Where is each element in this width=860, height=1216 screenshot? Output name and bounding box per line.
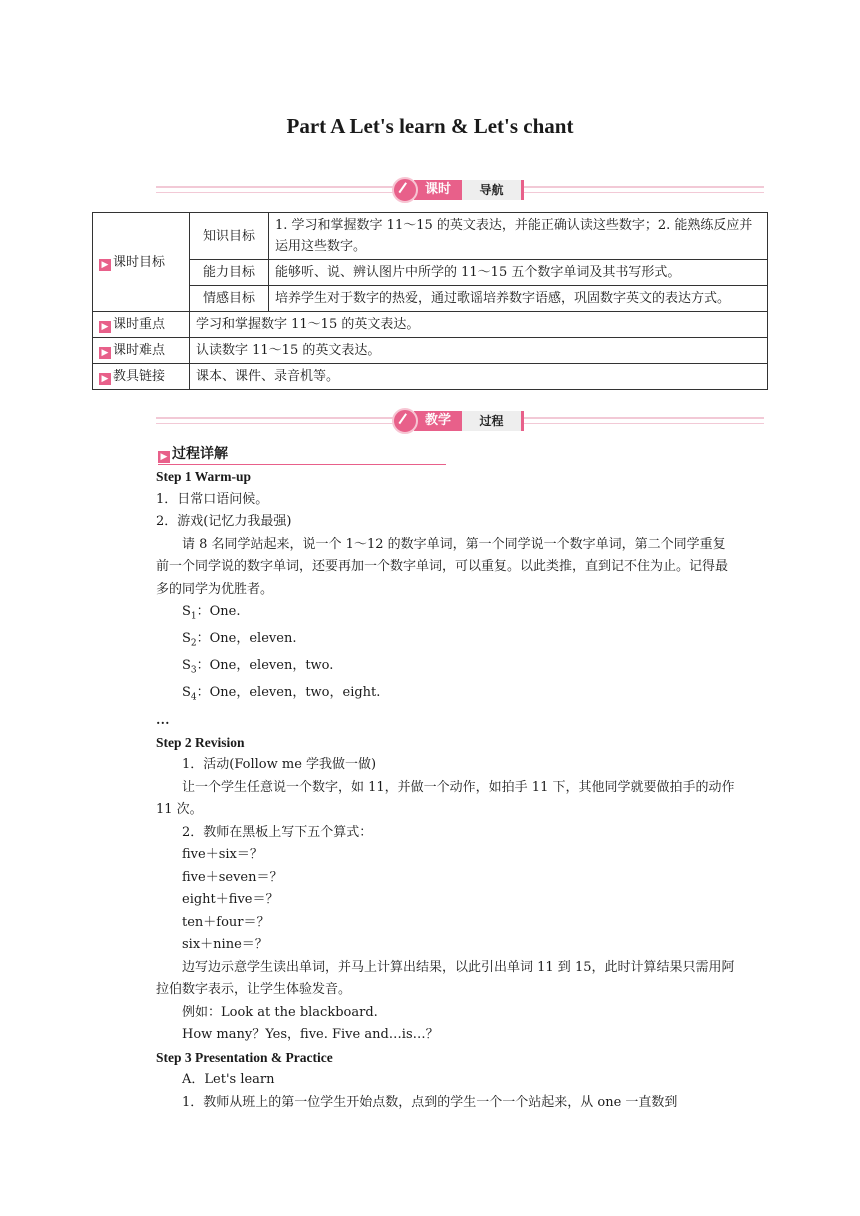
key-point-text: 学习和掌握数字 11～15 的英文表达。 xyxy=(190,312,768,338)
process-banner xyxy=(156,406,764,436)
nav-banner xyxy=(156,175,764,205)
equation: ten＋four＝？ xyxy=(182,914,270,930)
banner-label-secondary: 导航 xyxy=(462,180,524,200)
goal-group-cell: ▶ 课时目标 xyxy=(93,213,190,312)
materials-text: 课本、课件、录音机等。 xyxy=(190,364,768,390)
banner-label-primary: 教学 xyxy=(414,411,462,431)
paragraph: 边写边示意学生读出单词，并马上计算出结果，以此引出单词 11 到 15，此时计算结果只需用阿拉伯数字表示，让学生体验发音。 xyxy=(156,959,735,998)
materials-label: ▶ 教具链接 xyxy=(93,364,190,390)
equation: six＋nine＝？ xyxy=(182,937,268,953)
row-text: 培养学生对于数字的热爱，通过歌谣培养数字语感，巩固数字英文的表达方式。 xyxy=(269,286,768,312)
arrow-icon: ▶ xyxy=(99,373,111,385)
banner-label-secondary: 过程 xyxy=(462,411,524,431)
dialogue-line: $S_2$：One，eleven. xyxy=(182,631,297,649)
arrow-icon: ▶ xyxy=(99,321,111,333)
equation: five＋six＝？ xyxy=(182,847,263,863)
dialogue-line: $S_1$：One. xyxy=(182,604,241,622)
arrow-icon: ▶ xyxy=(158,451,170,463)
difficulty-text: 认读数字 11～15 的英文表达。 xyxy=(190,338,768,364)
key-point-label: ▶ 课时重点 xyxy=(93,312,190,338)
lesson-goals-table xyxy=(92,212,768,390)
equation: five＋seven＝？ xyxy=(182,869,283,885)
row-label: 知识目标 xyxy=(190,213,269,260)
arrow-icon: ▶ xyxy=(99,259,111,271)
pencil-icon xyxy=(392,408,418,434)
row-label: 情感目标 xyxy=(190,286,269,312)
dialogue-line: $S_4$：One，eleven，two，eight. xyxy=(182,685,381,703)
compass-icon xyxy=(392,177,418,203)
step-heading: Step 1 Warm-up xyxy=(156,469,252,484)
row-label: 能力目标 xyxy=(190,260,269,286)
banner-label-primary: 课时 xyxy=(414,180,462,200)
equation: eight＋five＝？ xyxy=(182,892,279,908)
row-text: 1. 学习和掌握数字 11～15 的英文表达，并能正确认读这些数字；2. 能熟练反应并运用这些数字。 xyxy=(269,213,768,260)
paragraph: 让一个学生任意说一个数字，如 11，并做一个动作，如拍手 11 下，其他同学就要做拍手的动作 11 次。 xyxy=(156,779,735,818)
step-heading: Step 3 Presentation & Practice xyxy=(156,1049,333,1065)
paragraph: 请 8 名同学站起来，说一个 1～12 的数字单词，第一个同学说一个数字单词，第二个同学重复前一个同学说的数字单词，还要再加一个数字单词，可以重复。以此类推，直到记不住为止。记得最多的同学为优胜者。 xyxy=(156,536,729,597)
difficulty-label: ▶ 课时难点 xyxy=(93,338,190,364)
dialogue-line: $S_3$：One，eleven，two. xyxy=(182,658,334,676)
arrow-icon: ▶ xyxy=(99,347,111,359)
row-text: 能够听、说、辨认图片中所学的 11～15 五个数字单词及其书写形式。 xyxy=(269,260,768,286)
section-heading: ▶ 过程详解 xyxy=(158,443,446,465)
page-title: Part A Let's learn & Let's chant xyxy=(286,114,574,138)
lesson-body: Step 1 Warm-up 1．日常口语问候。 2．游戏(记忆力我最强) 请 8 名同学站起来，说一个 1～12 的数字单词，第一个同学说一个数字单词，第二个同学重复前一个同学说的数字单词，还要再加一个数字单词，可以重复。以此类推，直到记不住为止。记得最多的同学为优胜者。 $S_1$：One. $S_2$：One，eleven. $S_3$：One，eleven，two. $S_4$：One，eleven，two，eight. … Step 2 Revision 1．活动(Follow me 学我做一做) 让一个学生任意说一个数字，如 11，并做一个动作，如拍手 11 下，其他同学就要做拍手的动作 11 次。 2．教师在黑板上写下五个算式： five＋six＝？ five＋seven＝？ eight＋five＝？ ten＋four＝？ six＋nine＝？ 边写边示意学生读出单词，并马上计算出结果，以此引出单词 11 到 15，此时计算结果只需用阿拉伯数字表示，让学生体验发音。 例如：Look at the blackboard. How many？Yes，five. Five and…is…？ Step 3 Presentation & Practice A．Let's learn 1．教师从班上的第一位学生开始点数，点到的学生一个一个站起来，从 one 一直数到 xyxy=(156,466,738,1114)
step-heading: Step 2 Revision xyxy=(156,734,245,750)
